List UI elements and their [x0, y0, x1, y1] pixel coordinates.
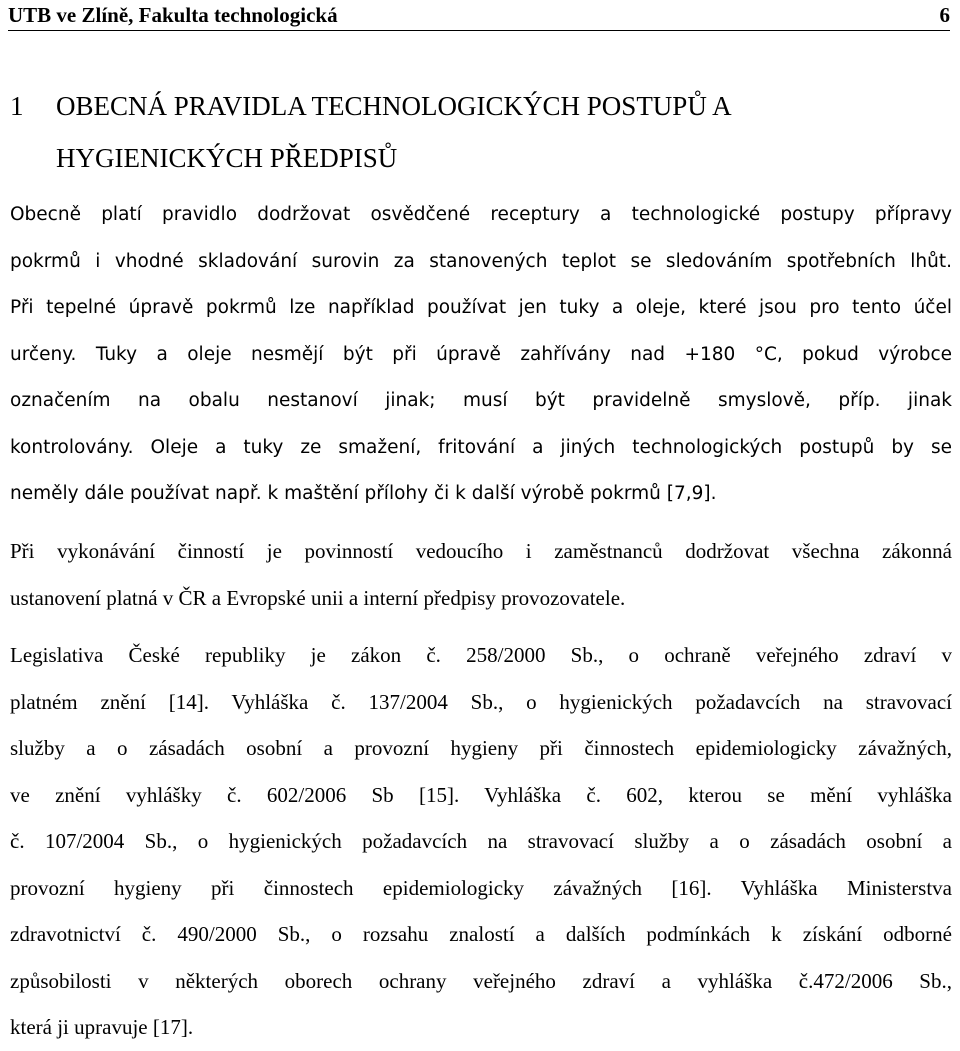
chapter-heading: [10, 80, 930, 184]
paragraph-line: která ji upravuje [17].: [10, 1015, 194, 1039]
paragraph-line: určeny. Tuky a oleje nesmějí být při úpravě zahřívány nad +180 °C, pokud výrobce: [10, 343, 952, 365]
paragraph-line: zdravotnictví č. 490/2000 Sb., o rozsahu znalostí a dalších podmínkách k získání odborné: [10, 922, 952, 946]
paragraph-line: služby a o zásadách osobní a provozní hygieny při činnostech epidemiologicky závažných,: [10, 736, 952, 760]
paragraph-line: Při vykonávání činností je povinností vedoucího i zaměstnanců dodržovat všechna zákonná: [10, 539, 952, 563]
paragraph-line: pokrmů i vhodné skladování surovin za stanovených teplot se sledováním spotřebních lhůt.: [10, 250, 952, 272]
paragraph-line: označením na obalu nestanoví jinak; musí být pravidelně smyslově, příp. jinak: [10, 390, 952, 411]
chapter-title-line-2: HYGIENICKÝCH PŘEDPISŮ: [56, 143, 398, 173]
paragraph-line: platném znění [14]. Vyhláška č. 137/2004 Sb., o hygienických požadavcích na stravovací: [10, 689, 952, 714]
paragraph-line: č. 107/2004 Sb., o hygienických požadavcích na stravovací služby a o zásadách osobní a: [10, 829, 952, 853]
paragraph-1: [10, 192, 952, 518]
header-title: UTB ve Zlíně, Fakulta technologická: [8, 3, 338, 27]
page-header: [8, 0, 950, 31]
paragraph-3: [10, 632, 952, 1051]
chapter-title-line-1: OBECNÁ PRAVIDLA TECHNOLOGICKÝCH POSTUPŮ A: [56, 91, 732, 121]
chapter-number: 1: [10, 91, 24, 121]
page-number: 6: [939, 3, 950, 27]
paragraph-line: Při tepelné úpravě pokrmů lze například používat jen tuky a oleje, které jsou pro tento účel: [10, 297, 952, 318]
paragraph-line: Legislativa České republiky je zákon č. 258/2000 Sb., o ochraně veřejného zdraví v: [10, 643, 952, 667]
paragraph-line: ve znění vyhlášky č. 602/2006 Sb [15]. Vyhláška č. 602, kterou se mění vyhláška: [10, 782, 952, 807]
paragraph-2: [10, 528, 952, 621]
paragraph-line: provozní hygieny při činnostech epidemiologicky závažných [16]. Vyhláška Ministerstva: [10, 875, 952, 900]
paragraph-line: Obecně platí pravidlo dodržovat osvědčené receptury a technologické postupy přípravy: [10, 204, 952, 225]
paragraph-line: ustanovení platná v ČR a Evropské unii a interní předpisy provozovatele.: [10, 585, 626, 610]
paragraph-line: neměly dále používat např. k maštění přílohy či k další výrobě pokrmů [7,9].: [10, 483, 717, 504]
paragraph-line: způsobilosti v některých oborech ochrany veřejného zdraví a vyhláška č.472/2006 Sb.,: [10, 968, 952, 993]
paragraph-line: kontrolovány. Oleje a tuky ze smažení, fritování a jiných technologických postupů by se: [10, 436, 952, 458]
